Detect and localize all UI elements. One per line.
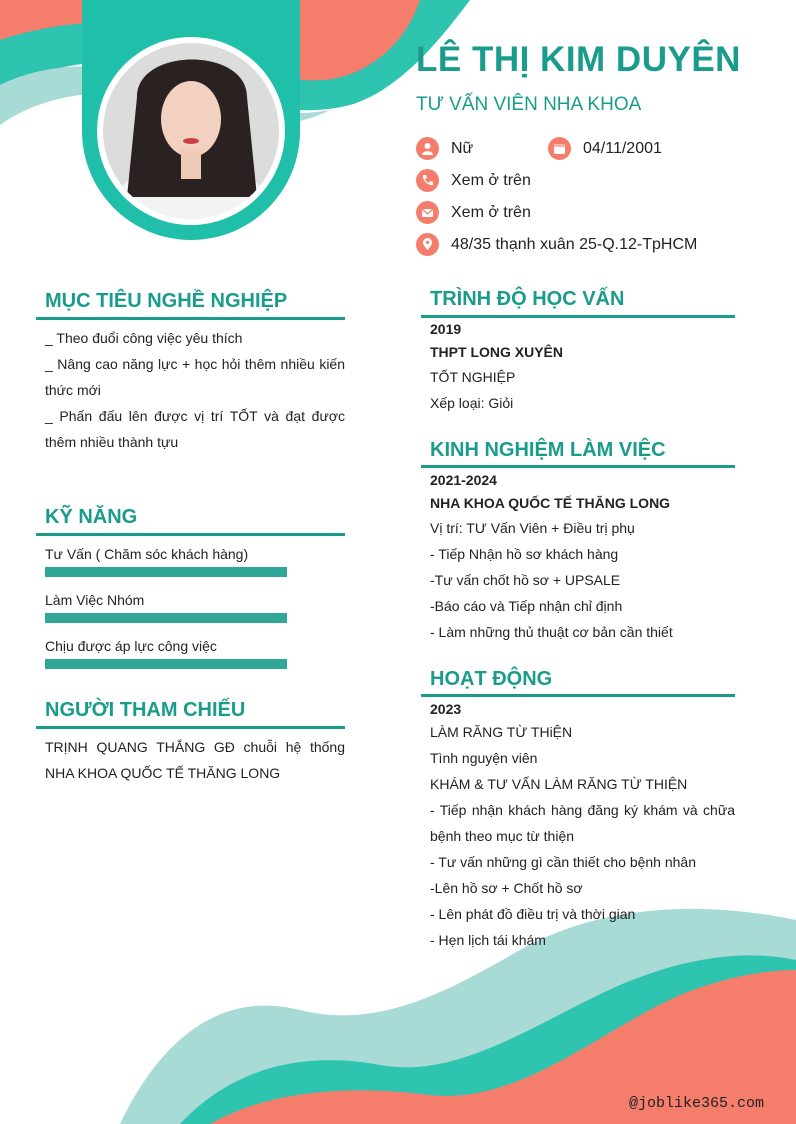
education-rule — [421, 315, 735, 318]
experience-line: - Làm những thủ thuật cơ bản cần thiết — [430, 624, 673, 640]
site-watermark: @joblike365.com — [628, 1095, 764, 1112]
skill-label: Tư Vấn ( Chăm sóc khách hàng) — [45, 546, 249, 562]
experience-title: KINH NGHIỆM LÀM VIỆC — [430, 439, 666, 461]
skill-bar — [45, 659, 287, 669]
skills-title: KỸ NĂNG — [45, 506, 138, 528]
activity-line: Tình nguyện viên — [430, 750, 538, 766]
candidate-name: LÊ THỊ KIM DUYÊN — [416, 40, 741, 79]
education-year: 2019 — [430, 321, 462, 337]
activities-title: HOẠT ĐỘNG — [430, 668, 553, 690]
email-value: Xem ở trên — [451, 203, 531, 221]
phone-icon — [416, 169, 439, 192]
experience-line: -Báo cáo và Tiếp nhận chỉ định — [430, 598, 623, 614]
objective-title: MỤC TIÊU NGHỀ NGHIỆP — [45, 290, 288, 312]
experience-line: -Tư vấn chốt hồ sơ + UPSALE — [430, 572, 621, 588]
activity-line: - Hẹn lịch tái khám — [430, 932, 546, 948]
phone-value: Xem ở trên — [451, 171, 531, 189]
objective-line: _ Nâng cao năng lực + học hỏi thêm nhiều kiến thức mới — [45, 356, 345, 398]
activity-line: -Lên hồ sơ + Chốt hồ sơ — [430, 880, 583, 896]
gender-value: Nữ — [451, 139, 474, 157]
objective-rule — [36, 317, 345, 320]
skill-bar — [45, 567, 287, 577]
email-row — [416, 201, 531, 224]
location-pin-icon — [416, 233, 439, 256]
education-title: TRÌNH ĐỘ HỌC VẤN — [430, 288, 625, 310]
objective-line: _ Theo đuổi công việc yêu thích — [45, 330, 243, 346]
mail-icon — [416, 201, 439, 224]
skill-label: Làm Việc Nhóm — [45, 592, 145, 608]
activity-line: - Lên phát đồ điều trị và thời gian — [430, 906, 636, 922]
experience-period: 2021-2024 — [430, 472, 497, 488]
education-status: TỐT NGHIỆP — [430, 369, 516, 385]
experience-line: Vị trí: TƯ Vấn Viên + Điều trị phụ — [430, 520, 635, 536]
objective-text — [45, 325, 345, 455]
calendar-icon — [548, 137, 571, 160]
phone-row — [416, 169, 531, 192]
objective-line: _ Phấn đấu lên được vị trí TỐT và đạt được thêm nhiều thành tựu — [45, 408, 345, 450]
activities-year: 2023 — [430, 701, 462, 717]
experience-details — [430, 515, 735, 645]
activity-line: - Tiếp nhận khách hàng đăng ký khám và chữa bệnh theo mục từ thiện — [430, 802, 735, 844]
person-icon — [416, 137, 439, 160]
activity-line: - Tư vấn những gì cần thiết cho bệnh nhân — [430, 854, 696, 870]
address-row — [416, 233, 697, 256]
activity-line: LÀM RĂNG TỪ THiỆN — [430, 724, 573, 740]
avatar — [97, 37, 285, 225]
job-title: TƯ VẤN VIÊN NHA KHOA — [416, 94, 642, 115]
experience-company: NHA KHOA QUỐC TẾ THĂNG LONG — [430, 495, 671, 511]
references-rule — [36, 726, 345, 729]
activities-rule — [421, 694, 735, 697]
activities-details — [430, 719, 735, 953]
skill-label: Chịu được áp lực công việc — [45, 638, 217, 654]
references-text: TRỊNH QUANG THẮNG GĐ chuỗi hệ thống NHA KHOA QUỐC TẾ THĂNG LONG — [45, 739, 345, 781]
address-value: 48/35 thạnh xuân 25-Q.12-TpHCM — [451, 235, 698, 253]
experience-line: - Tiếp Nhận hồ sơ khách hàng — [430, 546, 619, 562]
dob-value: 04/11/2001 — [583, 139, 662, 157]
dob-row — [548, 137, 662, 160]
skills-rule — [36, 533, 345, 536]
activity-line: KHÁM & TƯ VẤN LÀM RĂNG TỪ THIỆN — [430, 776, 688, 792]
education-school: THPT LONG XUYÊN — [430, 344, 564, 360]
references-title: NGƯỜI THAM CHIẾU — [45, 699, 246, 721]
skill-bar — [45, 613, 287, 623]
education-grade: Xếp loại: Giỏi — [430, 395, 514, 411]
gender-row — [416, 137, 473, 160]
